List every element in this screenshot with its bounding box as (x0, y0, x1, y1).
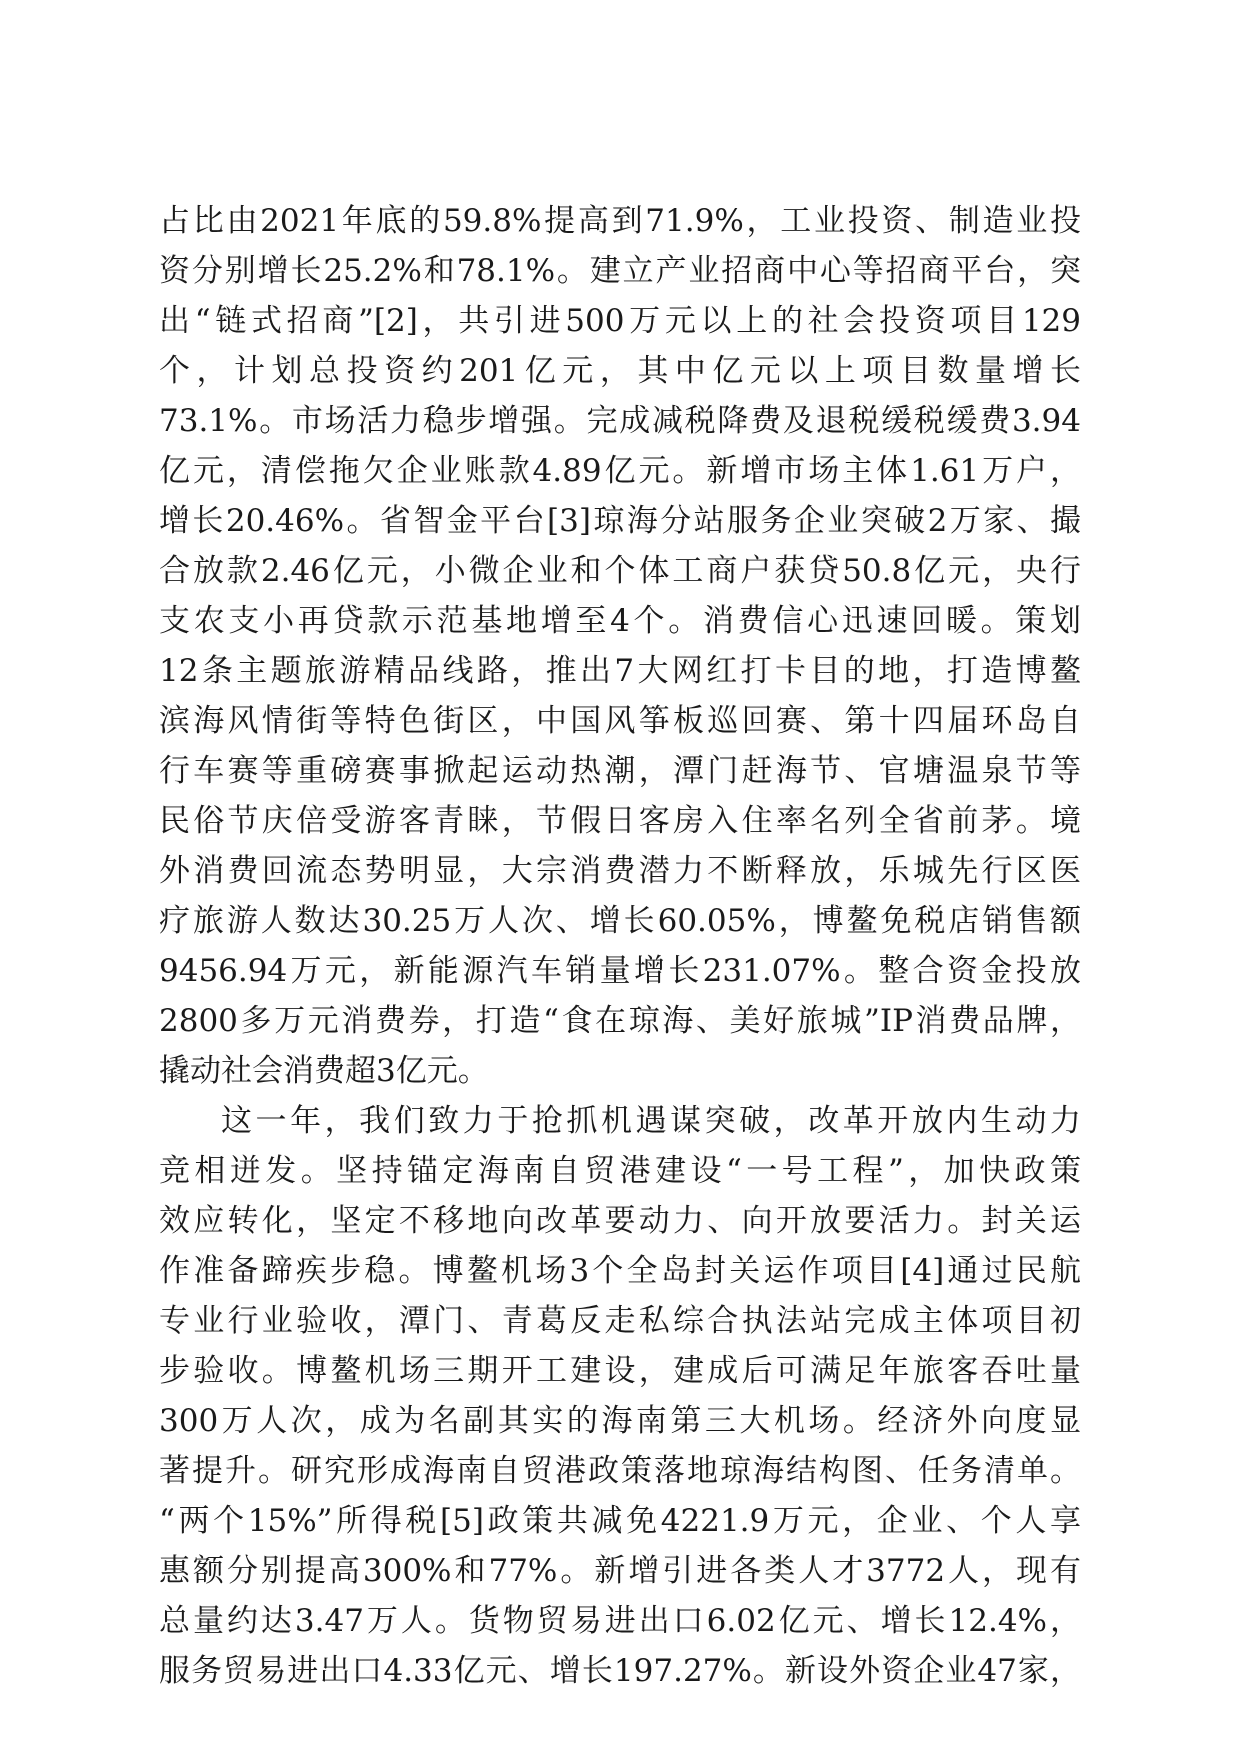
text-line: 亿元，清偿拖欠企业账款4.89亿元。新增市场主体1.61万户， (159, 453, 1081, 489)
text-line: 疗旅游人数达30.25万人次、增长60.05%，博鳌免税店销售额 (159, 903, 1081, 939)
text-line: 竞相迸发。坚持锚定海南自贸港建设“一号工程”，加快政策 (159, 1153, 1081, 1189)
paragraph-1 (159, 196, 1081, 1096)
text-line: 合放款2.46亿元，小微企业和个体工商户获贷50.8亿元，央行 (159, 553, 1081, 589)
text-line: 服务贸易进出口4.33亿元、增长197.27%。新设外资企业47家， (159, 1653, 1081, 1689)
text-line: 滨海风情街等特色街区，中国风筝板巡回赛、第十四届环岛自 (159, 703, 1081, 739)
text-line: 专业行业验收，潭门、青葛反走私综合执法站完成主体项目初 (159, 1303, 1081, 1339)
text-line: 行车赛等重磅赛事掀起运动热潮，潭门赶海节、官塘温泉节等 (159, 753, 1081, 789)
text-line: 民俗节庆倍受游客青睐，节假日客房入住率名列全省前茅。境 (159, 803, 1081, 839)
text-line: 惠额分别提高300%和77%。新增引进各类人才3772人，现有 (159, 1553, 1081, 1589)
text-line: 资分别增长25.2%和78.1%。建立产业招商中心等招商平台，突 (159, 253, 1081, 289)
text-line-last: 撬动社会消费超3亿元。 (159, 1053, 489, 1089)
text-line: 个，计划总投资约201亿元，其中亿元以上项目数量增长 (159, 353, 1081, 389)
text-line: 总量约达3.47万人。货物贸易进出口6.02亿元、增长12.4%， (159, 1603, 1081, 1639)
document-page (159, 196, 1081, 1696)
text-line: “两个15%”所得税[5]政策共减免4221.9万元，企业、个人享 (159, 1503, 1081, 1539)
text-line: 支农支小再贷款示范基地增至4个。消费信心迅速回暖。策划 (159, 603, 1081, 639)
text-line: 占比由2021年底的59.8%提高到71.9%，工业投资、制造业投 (159, 203, 1081, 239)
text-line: 2800多万元消费券，打造“食在琼海、美好旅城”IP消费品牌， (159, 1003, 1081, 1039)
text-line: 增长20.46%。省智金平台[3]琼海分站服务企业突破2万家、撮 (159, 503, 1081, 539)
text-line: 73.1%。市场活力稳步增强。完成减税降费及退税缓税缓费3.94 (159, 403, 1081, 439)
text-line: 效应转化，坚定不移地向改革要动力、向开放要活力。封关运 (159, 1203, 1081, 1239)
text-line: 著提升。研究形成海南自贸港政策落地琼海结构图、任务清单。 (159, 1453, 1081, 1489)
text-line: 300万人次，成为名副其实的海南第三大机场。经济外向度显 (159, 1403, 1081, 1439)
text-line: 9456.94万元，新能源汽车销量增长231.07%。整合资金投放 (159, 953, 1081, 989)
text-line: 12条主题旅游精品线路，推出7大网红打卡目的地，打造博鳌 (159, 653, 1081, 689)
paragraph-2 (159, 1096, 1081, 1696)
text-line: 步验收。博鳌机场三期开工建设，建成后可满足年旅客吞吐量 (159, 1353, 1081, 1389)
text-line-first: 这一年，我们致力于抢抓机遇谋突破，改革开放内生动力 (221, 1103, 1081, 1139)
text-line: 作准备蹄疾步稳。博鳌机场3个全岛封关运作项目[4]通过民航 (159, 1253, 1081, 1289)
text-line: 出“链式招商”[2]，共引进500万元以上的社会投资项目129 (159, 303, 1081, 339)
text-line: 外消费回流态势明显，大宗消费潜力不断释放，乐城先行区医 (159, 853, 1081, 889)
